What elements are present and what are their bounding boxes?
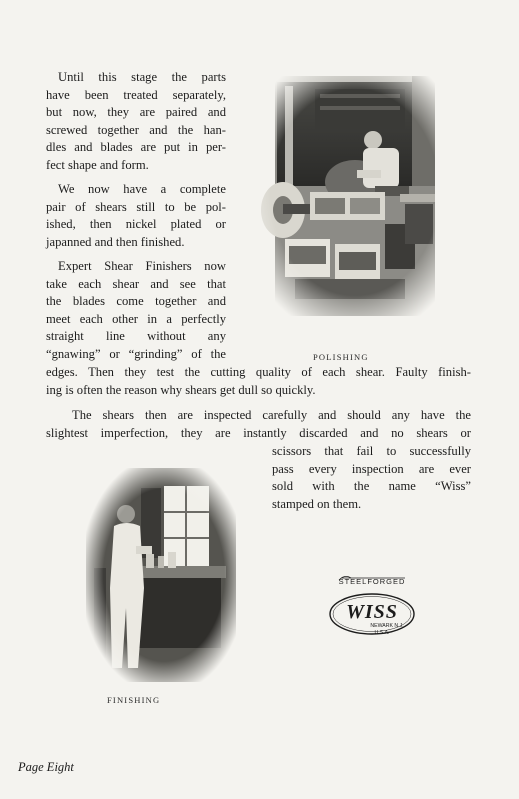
- paragraph-inspection: [46, 407, 471, 442]
- text-line: screwed together and the han-: [46, 122, 226, 137]
- text-line: meet each other in a perfectly: [46, 311, 226, 326]
- text-line: pair of shears still to be pol-: [46, 199, 226, 214]
- wiss-steelforged-logo: [325, 568, 420, 648]
- logo-country-text: U.S.A.: [374, 630, 390, 636]
- paragraph-inspection-continued: [272, 443, 471, 513]
- text-line: take each shear and see that: [46, 276, 226, 291]
- finishing-photo: [86, 468, 236, 682]
- text-line: ished, then nickel plated or: [46, 217, 226, 232]
- text-line: Expert Shear Finishers now: [58, 259, 226, 273]
- text-line: sold with the name “Wiss”: [272, 479, 471, 494]
- polishing-caption: POLISHING: [313, 352, 369, 362]
- text-line: pass every inspection are ever: [272, 461, 471, 476]
- text-line: edges. Then they test the cutting quality of each shear. Faulty finish-: [46, 365, 471, 379]
- text-line: straight line without any: [46, 329, 226, 344]
- text-line: The shears then are inspected carefully and should any have the: [72, 408, 471, 422]
- text-line: japanned and then finished.: [46, 234, 185, 249]
- paragraph-assembly: [46, 69, 226, 175]
- paragraph-polishing: [46, 181, 226, 251]
- text-line: We now have a complete: [58, 182, 226, 196]
- text-line: ing is often the reason why shears get dull so quickly.: [46, 382, 316, 397]
- text-line: stamped on them.: [272, 496, 362, 511]
- logo-city-text: NEWARK N.J.: [370, 623, 404, 629]
- polishing-photo: [255, 74, 455, 320]
- text-line: fect shape and form.: [46, 157, 149, 172]
- text-line: have been treated separately,: [46, 87, 226, 102]
- logo-steelforged-text: STEELFORGED: [338, 577, 406, 586]
- text-line: scissors that fail to successfully: [272, 444, 471, 458]
- text-line: dles and blades are put in per-: [46, 140, 226, 155]
- paragraph-finishers: [46, 258, 226, 364]
- paragraph-finishers-continued: [46, 364, 471, 399]
- text-line: slightest imperfection, they are instantly discarded and no shears or: [46, 425, 471, 440]
- logo-brand-text: WISS: [346, 601, 398, 623]
- finishing-caption: FINISHING: [107, 695, 161, 705]
- text-line: “gnawing” or “grinding” of the: [46, 346, 226, 361]
- page-number: Page Eight: [18, 760, 74, 774]
- text-line: Until this stage the parts: [58, 70, 226, 84]
- text-line: the blades come together and: [46, 294, 226, 309]
- text-line: but now, they are paired and: [46, 105, 226, 120]
